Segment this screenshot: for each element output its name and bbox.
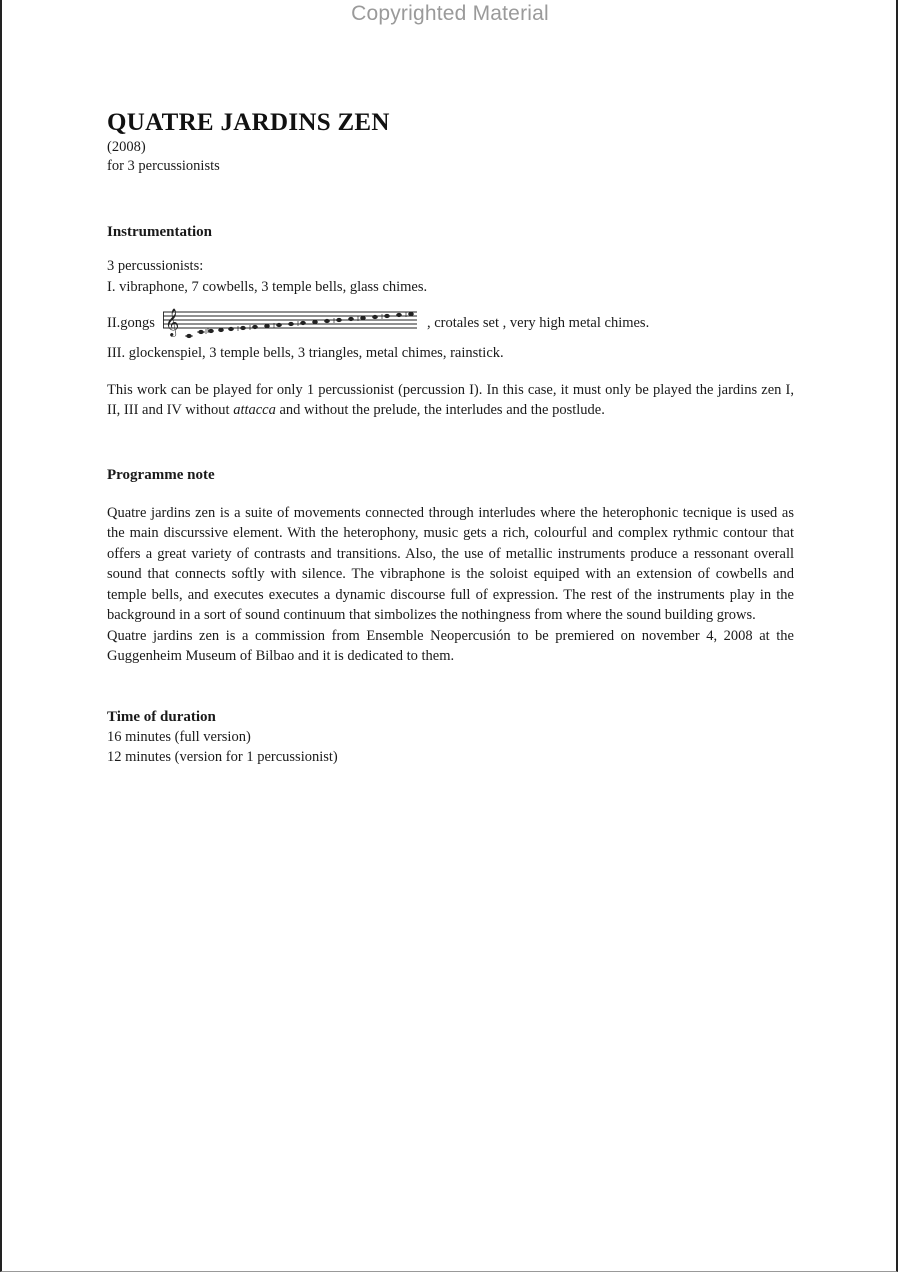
watermark: Copyrighted Material [351, 2, 549, 25]
composition-year: (2008) [107, 139, 146, 155]
solo-version-note [107, 380, 794, 421]
percussion-1-line: I. vibraphone, 7 cowbells, 3 temple bells, glass chimes. [107, 278, 428, 295]
spacer [107, 485, 794, 503]
percussion-3-line: III. glockenspiel, 3 temple bells, 3 triangles, metal chimes, rainstick. [107, 345, 504, 361]
programme-note-heading: Programme note [107, 466, 215, 483]
spacer [107, 242, 794, 256]
solo-note-italic: attacca [233, 402, 276, 418]
treble-clef-icon: 𝄞 [164, 308, 180, 336]
solo-note-text: This work can be played for only 1 percussionist (percussion I). In this case, it must only be played the jardins zen I, II, III and IV without [107, 381, 794, 418]
duration-solo: 12 minutes (version for 1 percussionist) [107, 749, 338, 765]
programme-note-paragraph: Quatre jardins zen is a suite of movements connected through interludes where the heterophonic tecnique is used as the main discurssive element. With the heterophony, music gets a rich, colourful and complex rythmic contour that offers a great variety of contrasts and transitions. Also, the use of metallic instruments produce a ressonant overall sound that connects softly with silence. The vibraphone is the soloist equiped with an extension of cowbells and temple bells, and executes executes a dynamic discourse full of expression. The rest of the instruments play in the background in a sort of sound continuum that simbolizes the nothingness from where the sound building grows. [107, 504, 794, 623]
percussion-2-line [107, 303, 794, 343]
spacer [107, 667, 794, 707]
instrumentation-heading: Instrumentation [107, 224, 213, 240]
percussion-2-label: II.gongs [107, 314, 155, 331]
programme-note-section [107, 465, 794, 667]
commission-paragraph: Quatre jardins zen is a commission from Ensemble Neopercusión to be premiered on november 4, 2008 at the Guggenheim Museum of Bilbao and it is dedicated to them. [107, 627, 794, 664]
document-page [107, 108, 794, 768]
spacer [107, 364, 794, 380]
duration-section [107, 707, 794, 768]
instrumentation-section [107, 222, 794, 421]
page-title: QUATRE JARDINS ZEN [107, 109, 390, 136]
spacer [107, 176, 794, 222]
spacer [107, 421, 794, 465]
duration-heading: Time of duration [107, 708, 216, 725]
instrumentation-intro: 3 percussionists: [107, 258, 204, 274]
music-staff-icon [163, 306, 419, 340]
percussion-2-rest: , crotales set , very high metal chimes. [426, 314, 650, 331]
ensemble-subtitle: for 3 percussionists [107, 158, 220, 174]
solo-note-text-end: and without the prelude, the interludes and the postlude. [275, 402, 605, 418]
duration-full: 16 minutes (full version) [107, 728, 251, 745]
